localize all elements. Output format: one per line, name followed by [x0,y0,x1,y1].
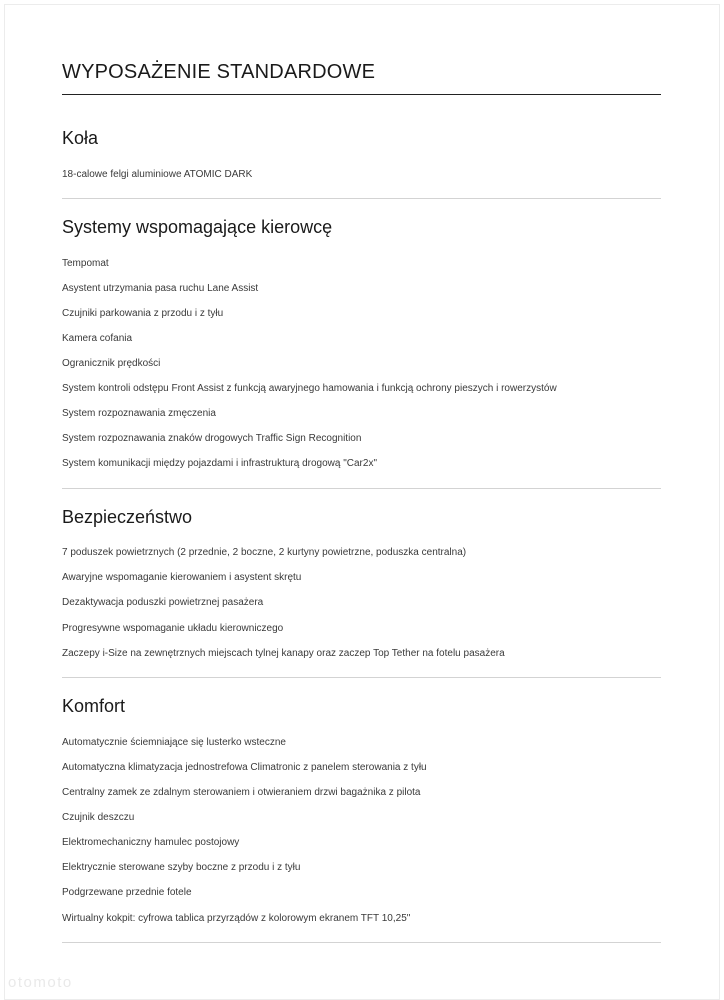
list-item: System kontroli odstępu Front Assist z funkcją awaryjnego hamowania i funkcją ochrony pieszych i rowerzystów [62,383,557,394]
list-item: 18-calowe felgi aluminiowe ATOMIC DARK [62,169,253,180]
list-item: System komunikacji między pojazdami i infrastrukturą drogową "Car2x" [62,458,377,469]
list-item: Automatyczna klimatyzacja jednostrefowa Climatronic z panelem sterowania z tyłu [62,762,427,773]
section-divider [62,677,661,678]
section-divider [62,198,661,199]
list-item: Progresywne wspomaganie układu kierowniczego [62,623,284,634]
list-item: System rozpoznawania zmęczenia [62,408,216,419]
list-item: Elektromechaniczny hamulec postojowy [62,837,240,848]
list-item: Automatycznie ściemniające się lusterko wsteczne [62,737,286,748]
list-item: Czujniki parkowania z przodu i z tyłu [62,308,224,319]
list-item: Wirtualny kokpit: cyfrowa tablica przyrządów z kolorowym ekranem TFT 10,25" [62,913,411,924]
list-item: Czujnik deszczu [62,812,135,823]
section-title-driver-assist: Systemy wspomagające kierowcę [62,217,333,237]
list-item: Awaryjne wspomaganie kierowaniem i asystent skrętu [62,572,302,583]
list-item: Elektrycznie sterowane szyby boczne z przodu i z tyłu [62,862,301,873]
list-item: 7 poduszek powietrznych (2 przednie, 2 boczne, 2 kurtyny powietrzne, poduszka centralna) [62,547,467,558]
section-title-safety: Bezpieczeństwo [62,507,193,527]
list-item: Ogranicznik prędkości [62,358,161,369]
list-item: Centralny zamek ze zdalnym sterowaniem i otwieraniem drzwi bagażnika z pilota [62,787,421,798]
section-title-wheels: Koła [62,128,99,148]
watermark-logo: otomoto [8,974,73,991]
list-item: Kamera cofania [62,333,133,344]
list-item: System rozpoznawania znaków drogowych Traffic Sign Recognition [62,433,362,444]
list-item: Podgrzewane przednie fotele [62,887,192,898]
page-title: WYPOSAŻENIE STANDARDOWE [62,61,376,83]
section-title-comfort: Komfort [62,696,126,716]
list-item: Asystent utrzymania pasa ruchu Lane Assist [62,283,259,294]
section-divider [62,488,661,489]
title-divider [62,94,661,95]
page-frame [4,4,720,1000]
list-item: Zaczepy i-Size na zewnętrznych miejscach tylnej kanapy oraz zaczep Top Tether na fotelu pasażera [62,648,505,659]
section-divider [62,942,661,943]
list-item: Dezaktywacja poduszki powietrznej pasażera [62,597,264,608]
list-item: Tempomat [62,258,109,269]
